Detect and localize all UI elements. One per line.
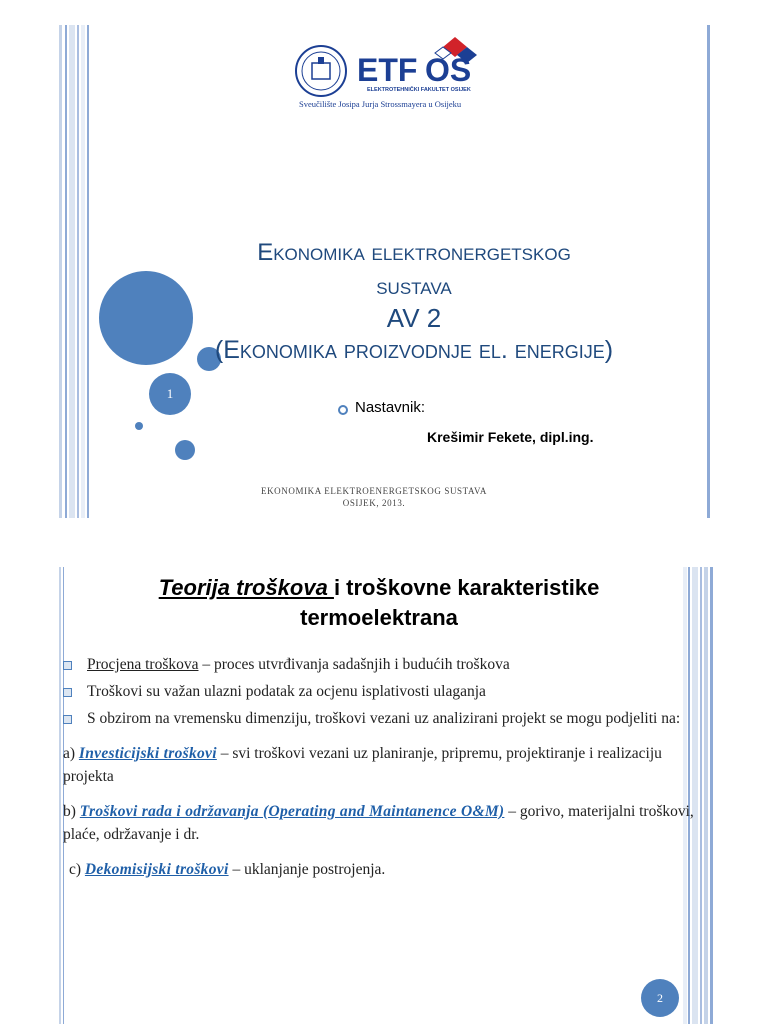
slide-footer — [209, 485, 539, 509]
slide-1 — [59, 25, 713, 518]
bullet-icon — [338, 405, 348, 415]
title-line-2: termoelektrana — [300, 605, 458, 630]
slide-body — [59, 653, 699, 881]
item-text: – gorivo, materijalni troškovi, plaće, održavanje i dr. — [63, 803, 694, 843]
page-number: 1 — [166, 386, 174, 401]
decor-stripe — [87, 25, 89, 518]
decor-stripe — [700, 567, 702, 1024]
title-italic: Teorija troškova — [158, 575, 334, 600]
slide-title — [99, 573, 659, 633]
title-line-3: AV 2 — [386, 303, 442, 333]
title-line-2: sustava — [376, 273, 452, 300]
bullet-term: Procjena troškova — [87, 656, 199, 673]
bullet-text: Troškovi su važan ulazni podatak za ocjenu isplativosti ulaganja — [87, 683, 486, 700]
decor-stripe — [69, 25, 75, 518]
cost-item-c — [59, 858, 699, 881]
cost-item-a — [59, 742, 699, 788]
decor-circle-tiny — [135, 422, 143, 430]
svg-text:ELEKTROTEHNIČKI FAKULTET OSIJE: ELEKTROTEHNIČKI FAKULTET OSIJEK — [367, 87, 471, 93]
decor-stripe — [59, 25, 62, 518]
title-line-4: (Ekonomika proizvodnje el. energije) — [214, 336, 614, 364]
svg-text:OS: OS — [425, 52, 472, 88]
decor-circle-small — [175, 440, 195, 460]
item-term-link[interactable]: Troškovi rada i održavanja (Operating and Maintanence O&M) — [79, 803, 505, 820]
bullet-text: S obzirom na vremensku dimenziju, troškovi vezani uz analizirani projekt se mogu podjeliti na: — [87, 710, 681, 727]
item-term-link[interactable]: Investicijski troškovi — [78, 745, 217, 762]
footer-line-1: EKONOMIKA ELEKTROENERGETSKOG SUSTAVA — [260, 486, 488, 496]
slide-title — [149, 238, 679, 366]
title-line-1 — [99, 573, 659, 603]
bullet-text: – proces utvrđivanja sadašnjih i budućih troškova — [198, 656, 510, 673]
decor-stripe — [704, 567, 708, 1024]
title-line-1: Ekonomika elektronergetskog — [257, 239, 571, 266]
square-bullet-icon — [63, 715, 72, 724]
item-term-link[interactable]: Dekomisijski troškovi — [84, 861, 229, 878]
page-number-badge — [149, 373, 191, 415]
decor-stripe — [65, 25, 67, 518]
etfos-logo — [295, 33, 485, 115]
item-text: – svi troškovi vezani uz planiranje, pripremu, projektiranje i realizaciju projekta — [63, 745, 662, 785]
footer-line-2: OSIJEK, 2013. — [342, 498, 406, 508]
cost-item-b — [59, 800, 699, 846]
teacher-label: Nastavnik: — [355, 399, 426, 416]
slide-2 — [59, 567, 713, 1024]
page-number-badge — [641, 979, 679, 1017]
bullet-item — [59, 680, 699, 703]
item-text: – uklanjanje postrojenja. — [228, 861, 386, 878]
square-bullet-icon — [63, 661, 72, 670]
teacher-name: Krešimir Fekete, dipl.ing. — [427, 429, 594, 445]
title-rest: i troškovne karakteristike — [333, 575, 600, 600]
decor-stripe — [707, 25, 710, 518]
svg-text:ETF: ETF — [357, 52, 418, 88]
decor-stripe — [710, 567, 713, 1024]
bullet-item — [59, 653, 699, 676]
square-bullet-icon — [63, 688, 72, 697]
bullet-item — [59, 707, 699, 730]
decor-stripe — [81, 25, 85, 518]
svg-text:Sveučilište Josipa Jurja Stros: Sveučilište Josipa Jurja Strossmayera u Osijeku — [299, 99, 462, 109]
page-number: 2 — [657, 991, 663, 1005]
item-prefix: c) — [69, 861, 85, 878]
decor-stripe — [77, 25, 79, 518]
item-prefix: b) — [63, 803, 80, 820]
item-prefix: a) — [63, 745, 79, 762]
